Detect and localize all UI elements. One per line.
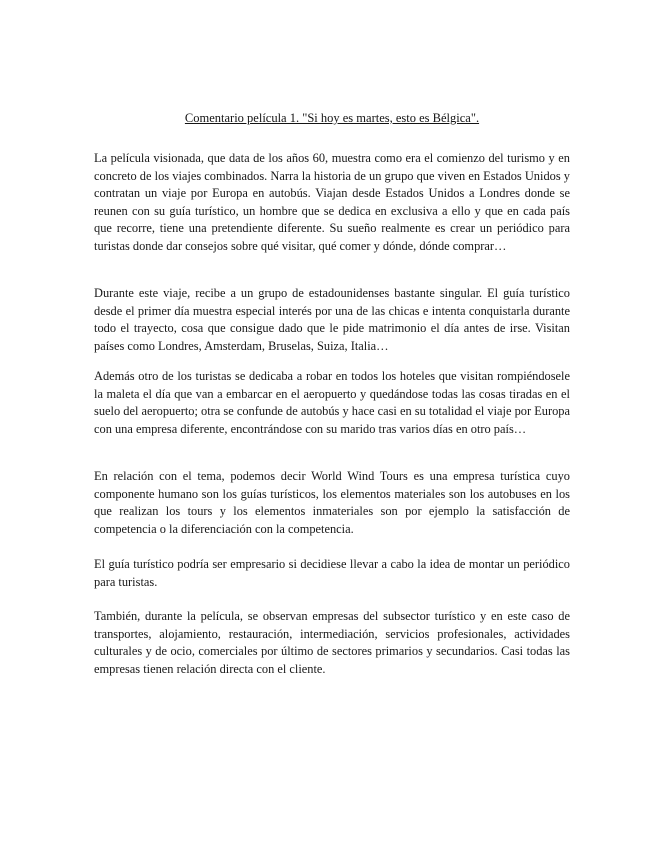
paragraph-3: Además otro de los turistas se dedicaba a robar en todos los hoteles que visitan rompiéndosele la maleta el día que van a embarcar en el aeropuerto y quedándose todas las cosas tiradas en el suelo del aeropuerto; otra se confunde de autobús y hace casi en su totalidad el viaje por Europa con una empresa diferente, encontrándose con su marido tras varios días en otro país… [94, 369, 570, 436]
paragraph-5: El guía turístico podría ser empresario si decidiese llevar a cabo la idea de montar un periódico para turistas. [94, 557, 570, 589]
paragraph-2: Durante este viaje, recibe a un grupo de estadounidenses bastante singular. El guía turístico desde el primer día muestra especial interés por una de las chicas e intenta conquistarla durante todo el trayecto, cosa que consigue dado que le pide matrimonio el día antes de irse. Visitan países como Londres, Amsterdam, Bruselas, Suiza, Italia… [94, 286, 570, 353]
document-title: Comentario película 1. "Si hoy es martes, esto es Bélgica". [184, 111, 480, 125]
paragraph-4: En relación con el tema, podemos decir World Wind Tours es una empresa turística cuyo componente humano son los guías turísticos, los elementos materiales son los autobuses en los que realizan los tours y los elementos inmateriales son por ejemplo la satisfacción de competencia o la diferenciación con la competencia. [94, 469, 570, 536]
paragraph-1: La película visionada, que data de los años 60, muestra como era el comienzo del turismo y en concreto de los viajes combinados. Narra la historia de un grupo que viven en Estados Unidos y contratan un viaje por Europa en autobús. Viajan desde Estados Unidos a Londres donde se reunen con su guía turístico, un hombre que se dedica en exclusiva a ello y que en cada país que recorre, tiene una pretendiente diferente. Su sueño realmente es crear un periódico para turistas donde dar consejos sobre qué visitar, qué comer y dónde, dónde comprar… [94, 151, 570, 253]
paragraph-6: También, durante la película, se observan empresas del subsector turístico y en este caso de transportes, alojamiento, restauración, intermediación, servicios profesionales, actividades culturales y de ocio, comerciales por último de sectores primarios y secundarios. Casi todas las empresas tienen relación directa con el cliente. [94, 609, 570, 676]
